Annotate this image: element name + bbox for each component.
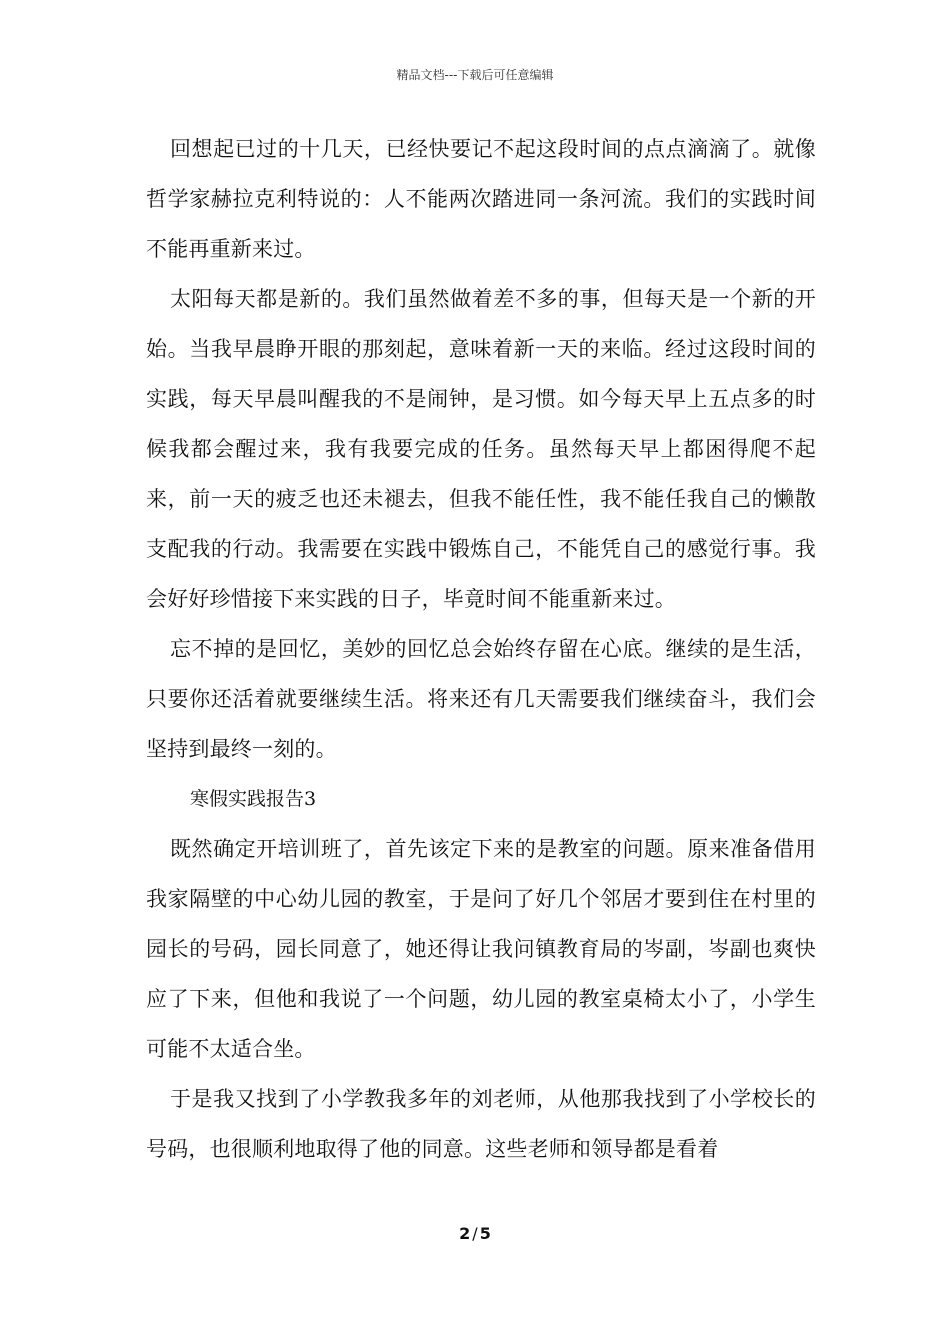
paragraph-4: 既然确定开培训班了，首先该定下来的是教室的问题。原来准备借用我家隔壁的中心幼儿园的教室，于是问了好几个邻居才要到住在村里的园长的号码，园长同意了，她还得让我问镇教育局的岑副，岑副也爽快应了下来，但他和我说了一个问题，幼儿园的教室桌椅太小了，小学生可能不太适合坐。: [146, 837, 816, 1061]
section-heading: 寒假实践报告3: [190, 788, 317, 810]
total-pages-number: 5: [479, 1224, 491, 1243]
current-page-number: 2: [459, 1224, 471, 1243]
page-header: 精品文档---下载后可任意编辑: [396, 68, 554, 82]
page-number: [0, 1224, 950, 1243]
paragraph-2: 太阳每天都是新的。我们虽然做着差不多的事，但每天是一个新的开始。当我早晨睁开眼的那刻起，意味着新一天的来临。经过这段时间的实践，每天早晨叫醒我的不是闹钟，是习惯。如今每天早上五点多的时候我都会醒过来，我有我要完成的任务。虽然每天早上都困得爬不起来，前一天的疲乏也还未褪去，但我不能任性，我不能任我自己的懒散支配我的行动。我需要在实践中锻炼自己，不能凭自己的感觉行事。我会好好珍惜接下来实践的日子，毕竟时间不能重新来过。: [146, 287, 816, 611]
paragraph-1: 回想起已过的十几天，已经快要记不起这段时间的点点滴滴了。就像哲学家赫拉克利特说的：人不能两次踏进同一条河流。我们的实践时间不能再重新来过。: [146, 137, 816, 261]
paragraph-3: 忘不掉的是回忆，美妙的回忆总会始终存留在心底。继续的是生活，只要你还活着就要继续生活。将来还有几天需要我们继续奋斗，我们会坚持到最终一刻的。: [146, 637, 816, 761]
page-separator: /: [472, 1224, 478, 1243]
document-body: [146, 124, 816, 1174]
paragraph-5: 于是我又找到了小学教我多年的刘老师，从他那我找到了小学校长的号码，也很顺利地取得了他的同意。这些老师和领导都是看着: [146, 1087, 816, 1161]
